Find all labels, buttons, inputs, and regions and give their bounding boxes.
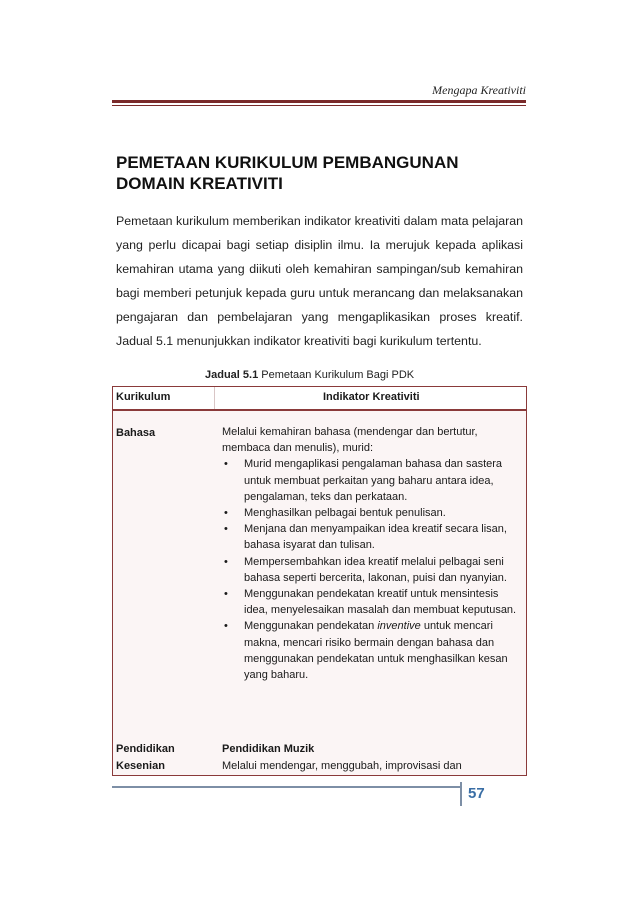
row-kurikulum-kesenian [116,741,175,775]
column-divider [214,387,215,409]
table-row [113,411,526,741]
section-title-line2: DOMAIN KREATIVITI [116,174,283,193]
list-item [222,618,522,683]
list-item-text-end: untuk mencari makna, mencari risiko bermain dengan bahasa dan menggunakan pendekatan untuk menghasilkan kesan yang baharu. [244,620,508,682]
row-subheading: Pendidikan Muzik [222,743,315,755]
table-bottom-border [112,775,526,776]
list-item-italic: inventive [377,620,421,633]
row-kurikulum-bahasa: Bahasa [116,427,156,439]
row-indikator-kesenian [222,741,522,775]
page-number: 57 [468,785,485,802]
list-item: • Mempersembahkan idea kreatif melalui pelbagai seni bahasa seperti bercerita, lakonan, puisi dan nyanyian. [222,554,522,586]
curriculum-table [112,386,527,776]
row-text: Melalui mendengar, menggubah, improvisasi dan [222,760,462,772]
row-indikator-bahasa [222,424,522,683]
list-item: • Menghasilkan pelbagai bentuk penulisan. [222,505,522,521]
header-indikator: Indikator Kreativiti [323,391,420,403]
header-rule [112,100,526,103]
table-row [113,741,526,776]
table-caption [205,369,414,381]
page-number-bar [460,782,462,806]
table-header-row [113,387,526,411]
body-paragraph: Pemetaan kurikulum memberikan indikator kreativiti dalam mata pelajaran yang perlu dicapai bagi setiap disiplin ilmu. Ia merujuk kepada aplikasi kemahiran utama yang diikuti oleh kemahiran sampingan/sub kemahiran bagi memberi petunjuk kepada guru untuk merancang dan melaksanakan pengajaran dan pembelajaran yang mengaplikasikan proses kreatif. Jadual 5.1 menunjukkan indikator kreativiti bagi kurikulum tertentu. [116,214,523,348]
kurikulum-line1: Pendidikan [116,743,175,755]
list-item: • Menggunakan pendekatan kreatif untuk mensintesis idea, menyelesaikan masalah dan membuat keputusan. [222,586,522,618]
list-item: • Menjana dan menyampaikan idea kreatif secara lisan, bahasa isyarat dan tulisan. [222,521,522,553]
section-title [116,152,536,194]
header-rule-thin [112,105,526,106]
section-title-line1: PEMETAAN KURIKULUM PEMBANGUNAN [116,153,459,172]
header-kurikulum: Kurikulum [116,391,171,403]
table-caption-text: Pemetaan Kurikulum Bagi PDK [258,369,415,381]
indicator-list [222,456,522,683]
list-item-text: Menggunakan pendekatan [244,620,378,633]
table-caption-label: Jadual 5.1 [205,369,259,381]
row-intro: Melalui kemahiran bahasa (mendengar dan bertutur, membaca dan menulis), murid: [222,426,478,455]
footer-rule [112,786,460,788]
running-header: Mengapa Kreativiti [432,83,526,97]
kurikulum-line2: Kesenian [116,760,165,772]
list-item: • Murid mengaplikasi pengalaman bahasa dan sastera untuk membuat perkaitan yang baharu antara idea, pengalaman, teks dan perkataan. [222,456,522,505]
